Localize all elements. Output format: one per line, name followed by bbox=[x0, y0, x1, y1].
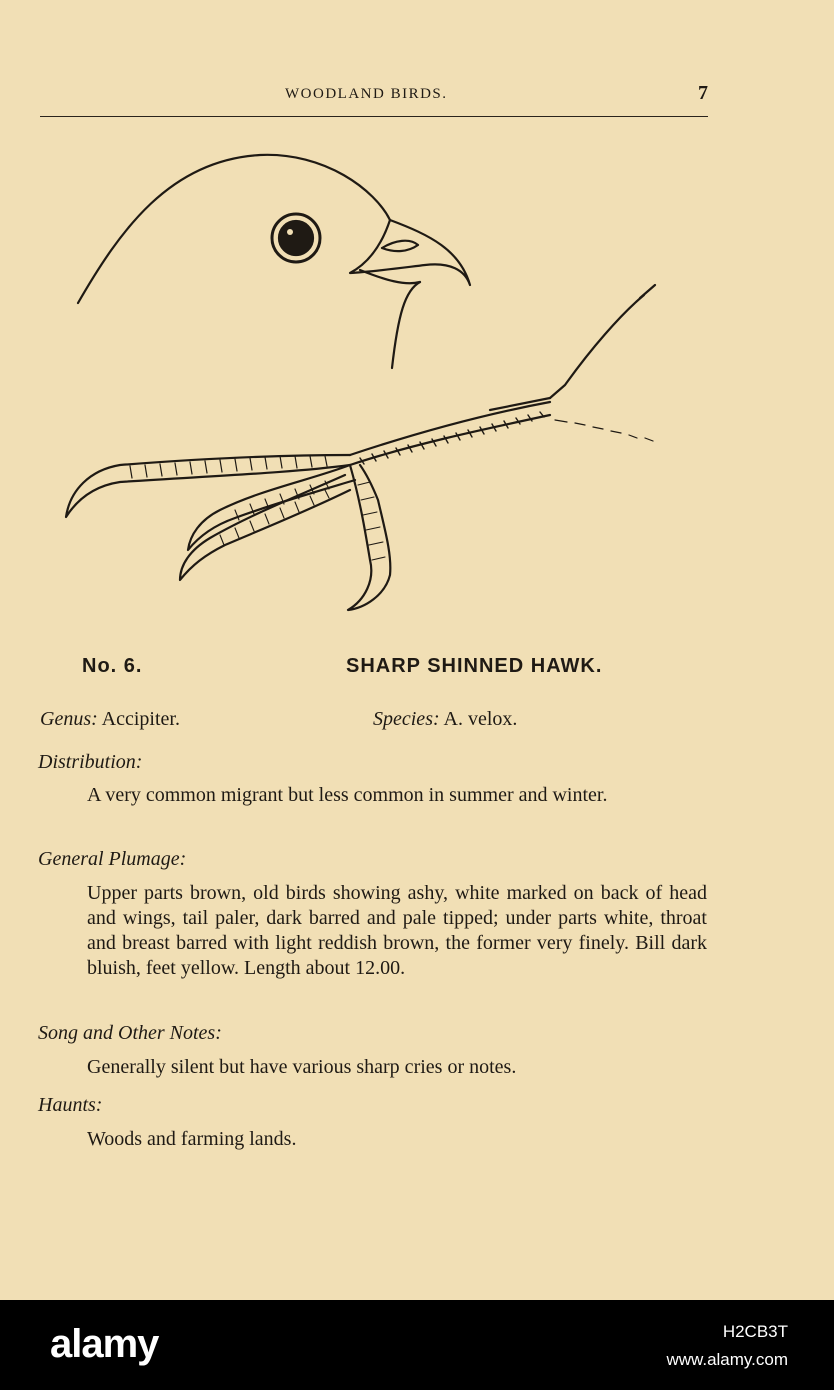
hawk-head-outline bbox=[78, 155, 390, 303]
hawk-illustration bbox=[60, 140, 680, 620]
plumage-label: General Plumage: bbox=[38, 848, 187, 870]
plumage-text: Upper parts brown, old birds showing ashy, white marked on back of head and wings, tail paler, dark barred and pale tipped; under parts white, throat and breast barred with light reddish brown, the former very finely. Bill dark bluish, feet yellow. Length about 12.00. bbox=[87, 882, 707, 979]
distribution-label: Distribution: bbox=[38, 751, 143, 773]
running-title: WOODLAND BIRDS. bbox=[285, 86, 448, 102]
haunts-text: Woods and farming lands. bbox=[87, 1128, 297, 1150]
species-value: A. velox. bbox=[443, 708, 518, 730]
footer-image-id: H2CB3T bbox=[722, 1322, 788, 1341]
hawk-toe-front bbox=[66, 455, 350, 517]
footer-logo: alamy bbox=[50, 1322, 159, 1366]
species bbox=[373, 708, 517, 731]
distribution-text: A very common migrant but less common in summer and winter. bbox=[87, 784, 608, 806]
genus-value: Accipiter. bbox=[101, 708, 180, 730]
twig bbox=[550, 285, 655, 398]
genus bbox=[40, 708, 180, 731]
haunts-label: Haunts: bbox=[38, 1094, 103, 1116]
entry-number: No. 6. bbox=[82, 655, 143, 677]
genus-label: Genus: bbox=[40, 708, 98, 730]
running-head bbox=[40, 84, 708, 117]
song-text: Generally silent but have various sharp cries or notes. bbox=[87, 1056, 517, 1078]
classification-row bbox=[0, 708, 834, 734]
species-label: Species: bbox=[373, 708, 440, 730]
song-label: Song and Other Notes: bbox=[38, 1022, 222, 1044]
hawk-leg bbox=[350, 402, 550, 465]
page-number: 7 bbox=[698, 82, 708, 104]
watermark-footer bbox=[0, 1300, 834, 1390]
hawk-toe-hind bbox=[348, 465, 390, 610]
footer-url: www.alamy.com bbox=[666, 1350, 788, 1369]
entry-heading bbox=[0, 655, 834, 685]
entry-title: SHARP SHINNED HAWK. bbox=[346, 655, 603, 677]
hawk-beak bbox=[350, 220, 470, 285]
